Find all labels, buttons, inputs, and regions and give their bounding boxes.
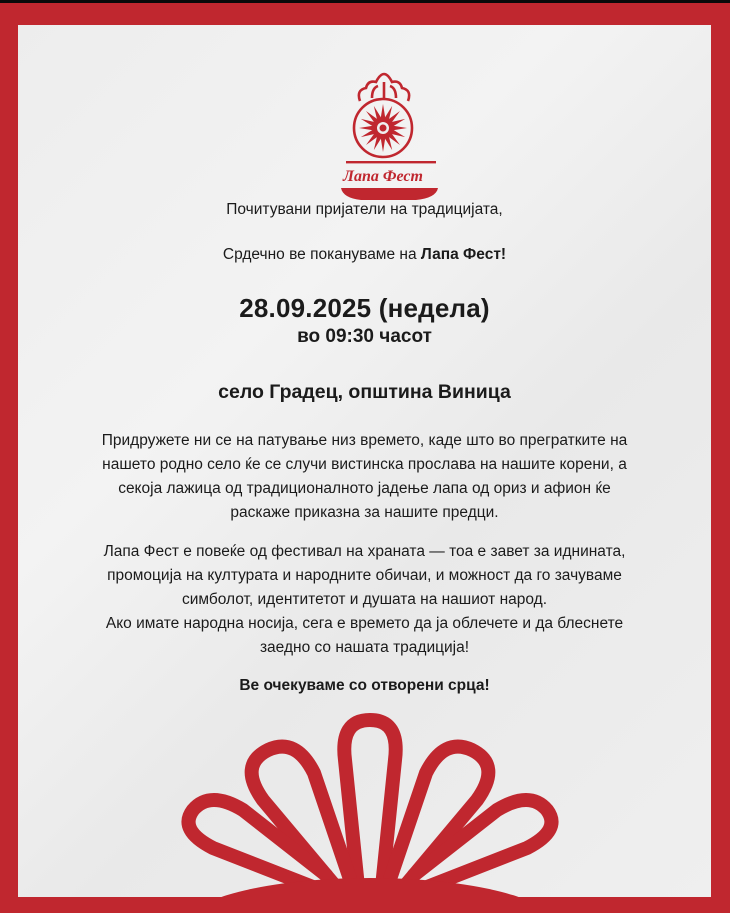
greeting-text: Почитувани пријатели на традицијата, [226, 201, 503, 218]
paragraph-line: Придружете ни се на патување низ времето, каде што во прегратките на [101, 432, 628, 449]
sun-rosette-logo-icon [316, 60, 452, 210]
event-time: во 09:30 часот [297, 326, 432, 347]
paragraph-line: раскаже приказна за нашите предци. [230, 504, 499, 521]
logo-text: Лапа Фест [343, 168, 423, 185]
invitation-card [18, 25, 711, 897]
lapa-fest-logo [316, 60, 452, 210]
red-border-frame [0, 3, 730, 913]
paragraph-line: промоција на културата и народните обичаи, и можност да го зачуваме [107, 567, 622, 584]
paragraph-journey [18, 429, 711, 525]
paragraph-line: Лапа Фест е повеќе од фестивал на храната — тоа е завет за иднината, [103, 543, 626, 560]
invite-event-name: Лапа Фест [420, 246, 501, 263]
paragraph-line: симболот, идентитетот и душата на нашиот народ. [181, 591, 548, 608]
paragraph-line: Ако имате народна носија, сега е времето да ја облечете и да блеснете [105, 615, 624, 632]
paragraph-line: секоја лажица од традиционалното јадење лапа од ориз и афион ќе [118, 480, 611, 497]
invite-suffix: ! [500, 246, 507, 263]
paragraph-line: нашето родно село ќе се случи вистинска прослава на нашите корени, а [102, 456, 627, 473]
paragraph-festival [18, 540, 711, 660]
closing-text: Ве очекуваме со отворени срца! [239, 677, 490, 694]
event-date: 28.09.2025 (недела) [239, 293, 490, 323]
event-location: село Градец, општина Виница [218, 381, 511, 403]
invite-prefix: Срдечно ве покануваме на [222, 246, 421, 263]
paragraph-line: заедно со нашата традиција! [259, 639, 470, 656]
invite-line [18, 246, 711, 264]
